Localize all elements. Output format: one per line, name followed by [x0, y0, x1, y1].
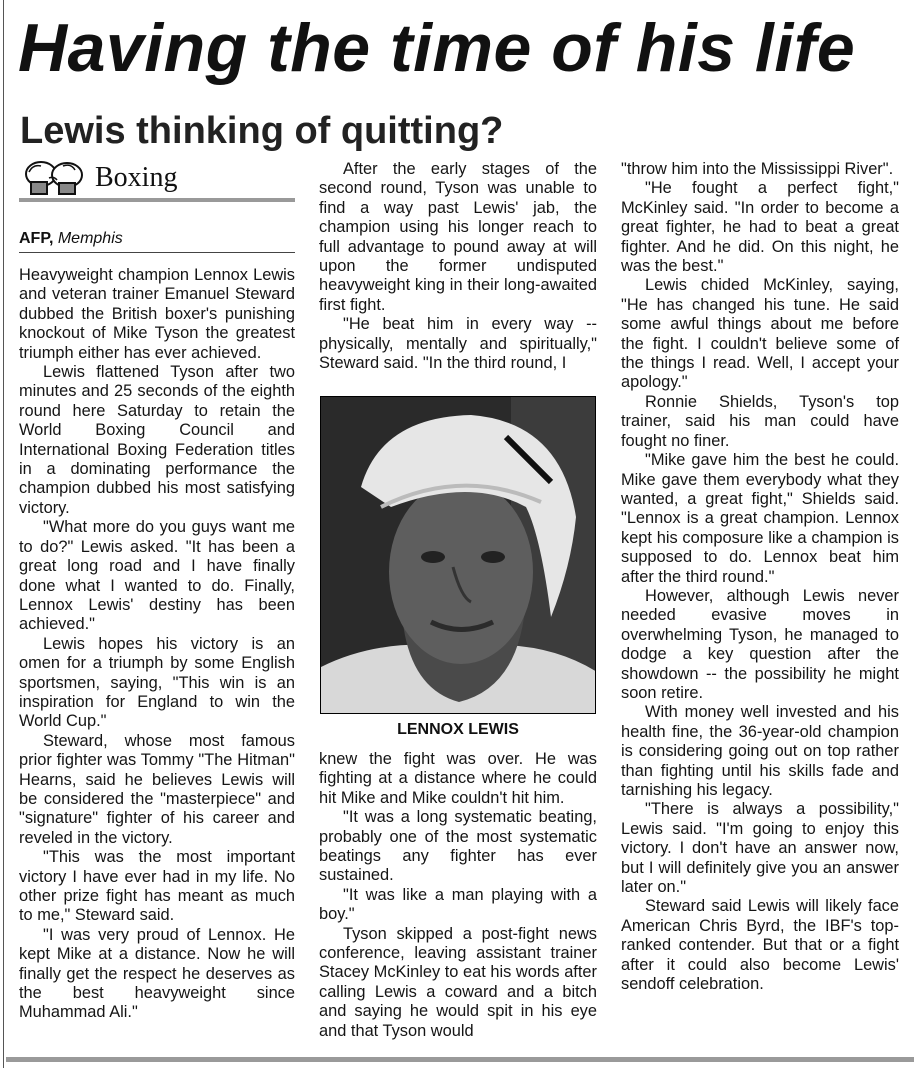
byline-rule	[19, 252, 295, 253]
paragraph: "I was very proud of Lennox. He kept Mike at a distance. Now he will finally get the respect he deserves as the best heavyweight since Muhammad Ali."	[19, 925, 295, 1022]
paragraph: After the early stages of the second round, Tyson was unable to find a way past Lewis' jab, the champion using his longer reach to full advantage to pound away at will upon the former undisputed heavyweight king in their long-awaited first fight.	[319, 160, 597, 314]
byline-agency: AFP,	[19, 230, 54, 247]
paragraph: "What more do you guys want me to do?" Lewis asked. "It has been a great long road and I have finally done what I wanted to do. Finally, Lennox Lewis' destiny has been achieved."	[19, 518, 295, 634]
headline: Having the time of his life	[18, 10, 856, 86]
paragraph: "This was the most important victory I have ever had in my life. No other prize fight has meant as much to me," Steward said.	[19, 848, 295, 925]
bottom-rule	[6, 1057, 914, 1062]
boxing-gloves-icon	[19, 158, 91, 198]
paragraph: Ronnie Shields, Tyson's top trainer, said his man could have fought no finer.	[621, 392, 899, 450]
paragraph: "He fought a perfect fight," McKinley said. "In order to become a great fighter, he had to beat a great fighter. And he did. On this night, he was the best."	[621, 179, 899, 276]
byline	[19, 229, 295, 253]
paragraph: However, although Lewis never needed evasive moves in overwhelming Tyson, he managed to dodge a key question after the showdown -- the possibility he might soon retire.	[621, 586, 899, 702]
section-label: Boxing	[95, 162, 178, 193]
section-rule	[19, 198, 295, 202]
paragraph: Lewis hopes his victory is an omen for a triumph by some English sportsmen, saying, "This win is an inspiration for England to win the World Cup."	[19, 634, 295, 731]
portrait-illustration	[321, 397, 596, 714]
paragraph: "He beat him in every way -- physically, mentally and spiritually," Steward said. "In the third round, I	[319, 315, 597, 373]
paragraph: With money well invested and his health fine, the 36-year-old champion is considering going out on top rather than fighting until his skills fade and tarnishing his legacy.	[621, 703, 899, 799]
paragraph: Steward, whose most famous prior fighter was Tommy "The Hitman" Hearns, said he believes Lewis will be considered the "masterpiece" and "signature" fighter of his career and reveled in the victory.	[19, 731, 295, 847]
paragraph: Heavyweight champion Lennox Lewis and veteran trainer Emanuel Steward dubbed the British boxer's punishing knockout of Mike Tyson the greatest triumph either has ever achieved.	[19, 266, 295, 362]
page-edge-rule	[3, 0, 4, 1068]
paragraph: Lewis flattened Tyson after two minutes and 25 seconds of the eighth round here Saturday to retain the World Boxing Council and International Boxing Federation titles in a dominating performance the champion dubbed his most satisfying victory.	[19, 363, 295, 517]
paragraph: Lewis chided McKinley, saying, "He has changed his tune. He said some awful things about me before the fight. I couldn't believe some of the things I read. Well, I accept your apology."	[621, 276, 899, 392]
subheadline: Lewis thinking of quitting?	[20, 110, 504, 152]
paragraph: "There is always a possibility," Lewis said. "I'm going to enjoy this victory. I don't have an answer now, but I will definitely give you an answer later on."	[621, 800, 899, 897]
paragraph: knew the fight was over. He was fighting at a distance where he could hit Mike and Mike couldn't hit him.	[319, 750, 597, 807]
paragraph: "It was a long systematic beating, probably one of the most systematic beatings any fighter has ever sustained.	[319, 808, 597, 885]
paragraph: Steward said Lewis will likely face American Chris Byrd, the IBF's top-ranked contender. But that or a fight after it could also become Lewis' sendoff celebration.	[621, 897, 899, 994]
article-column-3	[621, 160, 899, 994]
byline-city: Memphis	[57, 230, 123, 247]
portrait-photo	[320, 396, 596, 714]
paragraph: "It was like a man playing with a boy."	[319, 885, 597, 924]
article-column-2-bottom	[319, 750, 597, 1041]
article-column-2-top	[319, 160, 597, 373]
section-tag	[19, 158, 295, 204]
paragraph: "Mike gave him the best he could. Mike gave them everybody what they wanted, a great fight," Shields said. "Lennox is a great champion. Lennox kept his composure like a champion is supposed to do. Lennox beat him after the third round."	[621, 451, 899, 586]
photo-caption: LENNOX LEWIS	[397, 721, 519, 738]
paragraph: Tyson skipped a post-fight news conference, leaving assistant trainer Stacey McKinley to eat his words after calling Lewis a coward and a bitch and saying he would spit in his eye and that Tyson would	[319, 924, 597, 1040]
article-column-1	[19, 266, 295, 1023]
paragraph: "throw him into the Mississippi River".	[621, 160, 894, 178]
